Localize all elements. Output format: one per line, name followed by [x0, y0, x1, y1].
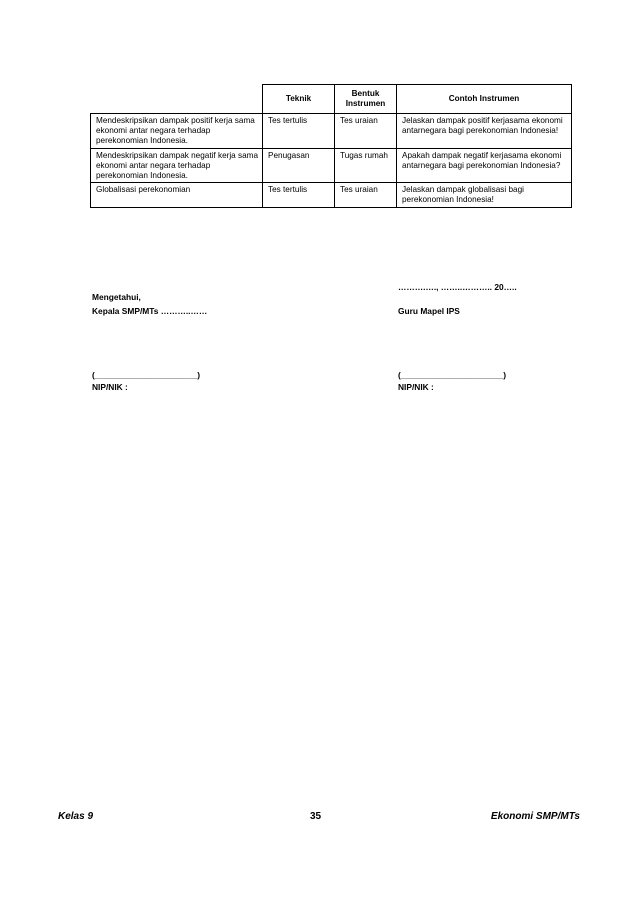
guru-mapel-label: Guru Mapel IPS: [398, 306, 460, 316]
cell-contoh: Jelaskan dampak globalisasi bagi perekonomian Indonesia!: [397, 183, 572, 207]
cell-teknik: Penugasan: [263, 148, 335, 183]
footer-grade: Kelas 9: [58, 811, 94, 822]
kepala-nip: NIP/NIK :: [92, 382, 128, 392]
cell-teknik: Tes tertulis: [263, 114, 335, 149]
cell-teknik: Tes tertulis: [263, 183, 335, 207]
table-row: [91, 114, 572, 149]
cell-indikator: Mendeskripsikan dampak positif kerja sama ekonomi antar negara terhadap perekonomian Indonesia.: [91, 114, 263, 149]
cell-indikator: Globalisasi perekonomian: [91, 183, 263, 207]
table-row: [91, 183, 572, 207]
table-header-row: [91, 85, 572, 114]
cell-indikator: Mendeskripsikan dampak negatif kerja sama ekonomi antar negara terhadap perekonomian Indonesia.: [91, 148, 263, 183]
header-empty: [91, 85, 263, 114]
header-contoh-instrumen: Contoh Instrumen: [397, 85, 572, 114]
cell-bentuk: Tugas rumah: [335, 148, 397, 183]
table-row: [91, 148, 572, 183]
assessment-table: [90, 84, 572, 208]
cell-bentuk: Tes uraian: [335, 183, 397, 207]
cell-contoh: Apakah dampak negatif kerjasama ekonomi antarnegara bagi perekonomian Indonesia?: [397, 148, 572, 183]
cell-contoh: Jelaskan dampak positif kerjasama ekonomi antarnegara bagi perekonomian Indonesia!: [397, 114, 572, 149]
cell-bentuk: Tes uraian: [335, 114, 397, 149]
mengetahui-label: Mengetahui,: [92, 292, 141, 302]
footer-subject: Ekonomi SMP/MTs: [490, 811, 580, 822]
header-teknik: Teknik: [263, 85, 335, 114]
kepala-sekolah-label: Kepala SMP/MTs ………..……: [92, 306, 208, 316]
page-number: 35: [310, 811, 322, 822]
guru-name-blank: (______________________): [398, 370, 507, 380]
guru-nip: NIP/NIK :: [398, 382, 434, 392]
kepala-name-blank: (______________________): [92, 370, 201, 380]
header-bentuk-instrumen: Bentuk Instrumen: [335, 85, 397, 114]
signature-date: ……….…., ……..……….. 20…..: [398, 282, 517, 292]
